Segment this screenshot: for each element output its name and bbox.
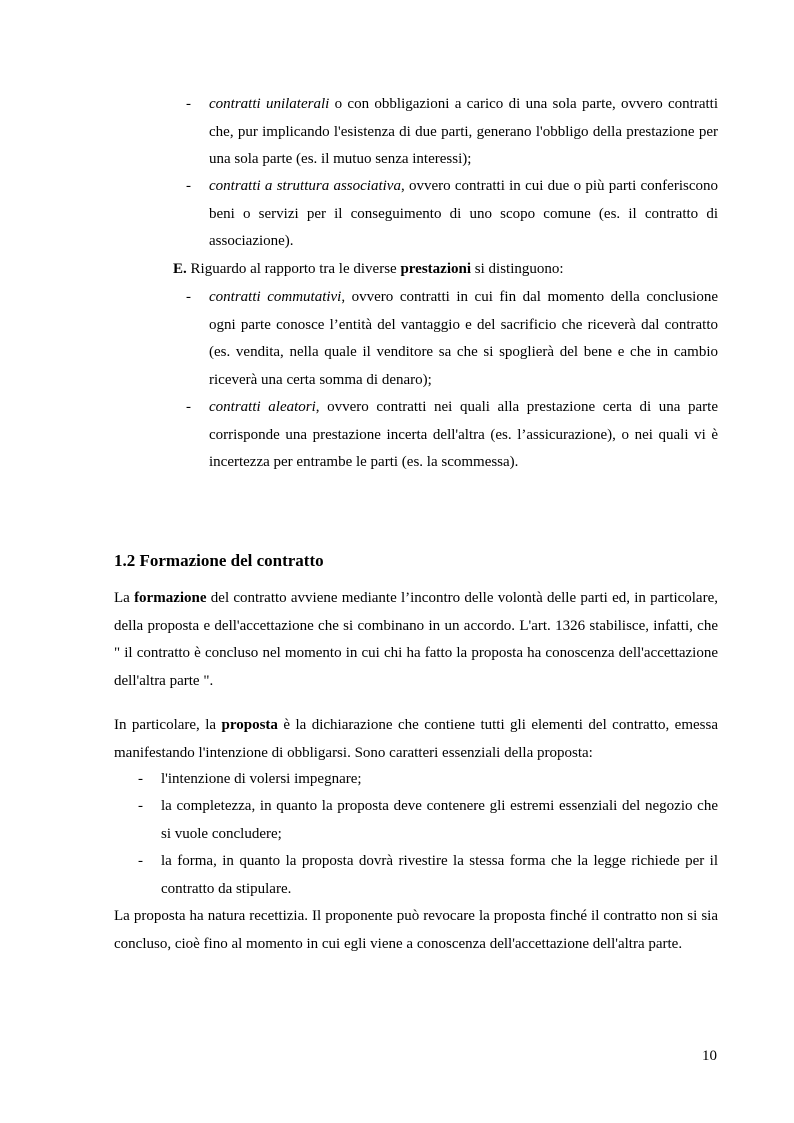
list-bullet: -	[186, 178, 191, 194]
list-item: contratti commutativi, ovvero contratti in cui fin dal momento della conclusione ogni parte conosce l’entità del vantaggio e del sacrificio che riceverà dal contratto (es. vendita, nella quale il venditore sa che si spoglierà del bene e che in cambio riceverà una certa somma di denaro);	[209, 289, 718, 388]
list-bullet: -	[186, 96, 191, 112]
list-bullet: -	[138, 798, 143, 814]
page-number: 10	[702, 1048, 717, 1064]
section-heading: 1.2 Formazione del contratto	[114, 551, 324, 570]
list-item: contratti a struttura associativa, ovvero contratti in cui due o più parti conferiscono beni o servizi per il conseguimento di uno scopo comune (es. il contratto di associazione).	[209, 178, 718, 249]
list-item: la completezza, in quanto la proposta deve contenere gli estremi essenziali del negozio che si vuole concludere;	[161, 798, 718, 842]
list-item: l'intenzione di volersi impegnare;	[161, 771, 362, 787]
list-item: contratti unilaterali o con obbligazioni a carico di una sola parte, ovvero contratti che, pur implicando l'esistenza di due parti, generano l'obbligo della prestazione per una sola parte (es. il mutuo senza interessi);	[209, 96, 718, 167]
paragraph: La formazione del contratto avviene mediante l’incontro delle volontà delle parti ed, in particolare, della proposta e dell'accettazione che si combinano in un accordo. L'art. 1326 stabilisce, infatti, che " il contratto è concluso nel momento in cui chi ha fatto la proposta ha conoscenza dell'accettazione dell'altra parte ".	[114, 590, 718, 689]
list-bullet: -	[138, 771, 143, 787]
list-item: contratti aleatori, ovvero contratti nei quali alla prestazione certa di una parte corrisponde una prestazione incerta dell'altra (es. l’assicurazione), o nei quali vi è incertezza per entrambe le parti (es. la scommessa).	[209, 399, 718, 470]
paragraph: La proposta ha natura recettizia. Il proponente può revocare la proposta finché il contratto non si sia concluso, cioè fino al momento in cui egli viene a conoscenza dell'accettazione dell'altra parte.	[114, 908, 718, 952]
list-item: la forma, in quanto la proposta dovrà rivestire la stessa forma che la legge richiede per il contratto da stipulare.	[161, 853, 718, 897]
list-bullet: -	[186, 399, 191, 415]
list-bullet: -	[138, 853, 143, 869]
paragraph: In particolare, la proposta è la dichiarazione che contiene tutti gli elementi del contratto, emessa manifestando l'intenzione di obbligarsi. Sono caratteri essenziali della proposta:	[114, 717, 718, 761]
section-e-intro: E. Riguardo al rapporto tra le diverse prestazioni si distinguono:	[173, 261, 564, 277]
list-bullet: -	[186, 289, 191, 305]
